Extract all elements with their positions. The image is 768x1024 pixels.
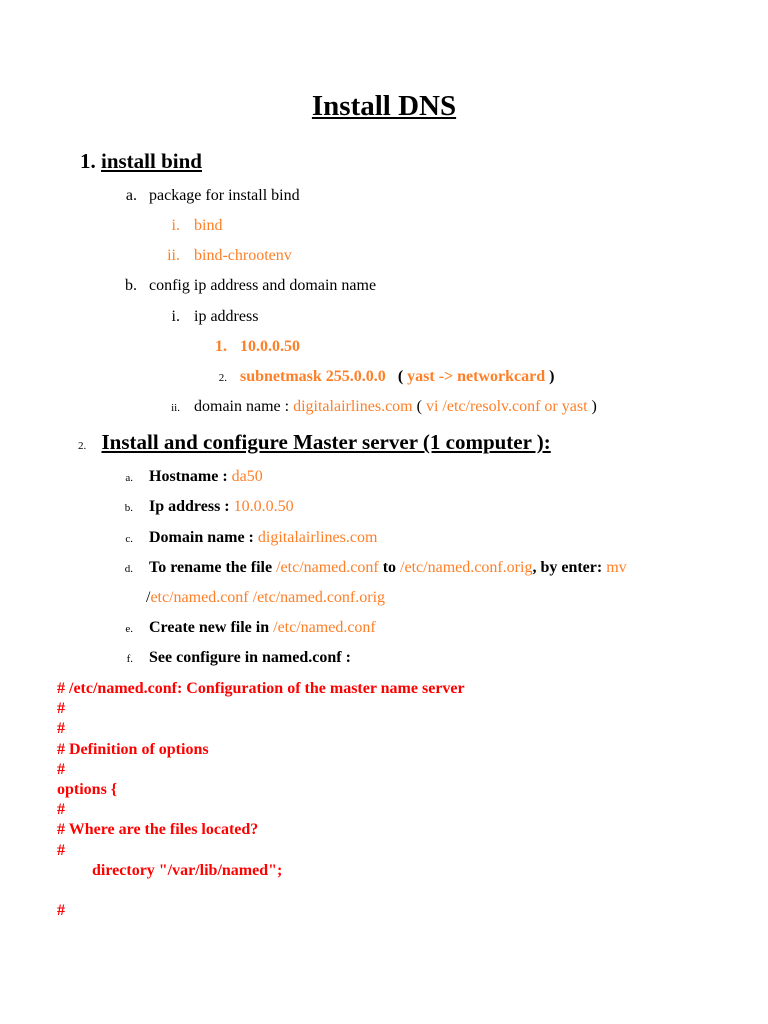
item-2a-value: da50 — [231, 468, 263, 485]
item-1a-ii — [160, 247, 292, 265]
item-2d-slash: / — [146, 589, 151, 606]
item-1a — [123, 187, 300, 205]
paren-open: ( — [416, 398, 422, 415]
item-1a-i-text: bind — [194, 217, 223, 234]
item-1b — [123, 277, 376, 295]
item-2b-value: 10.0.0.50 — [233, 498, 294, 515]
item-1b-i-1 — [207, 338, 300, 356]
code-line: options { — [57, 781, 118, 798]
item-2b-marker: b. — [124, 502, 133, 514]
item-1b-i-2 — [207, 368, 554, 386]
item-2c-value: digitalairlines.com — [257, 529, 378, 546]
item-1b-i — [160, 308, 258, 326]
item-1b-i-text: ip address — [194, 308, 259, 325]
item-1a-ii-text: bind-chrootenv — [194, 247, 292, 264]
section-2-title: Install and configure Master server (1 computer ): — [101, 430, 551, 454]
item-2d-file-target: /etc/named.conf.orig — [400, 559, 533, 576]
item-2c — [123, 529, 377, 547]
item-1b-i-marker: i. — [171, 308, 180, 325]
item-1b-i-2-marker: 2. — [218, 372, 227, 384]
item-1a-text: package for install bind — [149, 187, 300, 204]
section-1-title: install bind — [101, 149, 202, 173]
page-title: Install DNS — [311, 90, 457, 122]
item-2f-text: See configure in named.conf : — [149, 649, 351, 666]
paren-close: ) — [591, 398, 597, 415]
section-1-marker: 1. — [80, 149, 96, 173]
item-1a-i-marker: i. — [171, 217, 180, 234]
item-1b-ii-hint: vi /etc/resolv.conf or yast — [425, 398, 588, 415]
item-2d-continuation — [146, 589, 385, 607]
item-2d-command-args: etc/named.conf /etc/named.conf.orig — [150, 589, 386, 606]
item-1b-i-1-marker: 1. — [215, 338, 227, 355]
code-line: # Definition of options — [57, 741, 209, 758]
paren-close: ) — [549, 368, 555, 385]
code-line: directory "/var/lib/named"; — [92, 862, 283, 879]
item-2e — [123, 619, 376, 637]
item-2d-text: To rename the file — [149, 559, 273, 576]
item-2d-marker: d. — [124, 563, 133, 575]
paren-open: ( — [397, 368, 404, 385]
item-2e-marker: e. — [125, 623, 133, 635]
item-2e-text: Create new file in — [149, 619, 270, 636]
item-2b-label: Ip address : — [149, 498, 230, 515]
item-2c-marker: c. — [125, 533, 133, 545]
item-1b-ii — [160, 398, 597, 416]
code-line: # — [57, 902, 65, 919]
item-2b — [123, 498, 294, 516]
item-1b-text: config ip address and domain name — [149, 277, 377, 294]
section-2-heading — [78, 430, 551, 455]
item-2c-label: Domain name : — [149, 529, 254, 546]
item-1b-i-2-hint: yast -> networkcard — [407, 368, 546, 385]
item-1b-i-2-text: subnetmask 255.0.0.0 — [240, 368, 386, 385]
item-2f — [123, 649, 351, 667]
code-line: # — [57, 700, 65, 717]
item-1a-i — [160, 217, 222, 235]
item-1a-marker: a. — [125, 187, 137, 204]
item-2d-file-source: /etc/named.conf — [276, 559, 379, 576]
item-2a-marker: a. — [125, 472, 133, 484]
item-1b-ii-value: digitalairlines.com — [293, 398, 413, 415]
code-line: # /etc/named.conf: Configuration of the master name server — [57, 680, 465, 697]
item-2d-by-enter: , by enter: — [532, 559, 603, 576]
item-2d-command-mv: mv — [606, 559, 627, 576]
code-line: # — [57, 801, 65, 818]
code-line: # Where are the files located? — [57, 821, 259, 838]
item-1b-i-1-text: 10.0.0.50 — [240, 338, 300, 355]
section-1-heading — [80, 149, 202, 174]
item-1b-ii-label: domain name : — [194, 398, 290, 415]
item-2e-value: /etc/named.conf — [273, 619, 376, 636]
item-2d — [123, 559, 627, 577]
item-2a-label: Hostname : — [149, 468, 228, 485]
item-1b-ii-marker: ii. — [171, 402, 180, 414]
code-line: # — [57, 720, 65, 737]
code-line: # — [57, 761, 65, 778]
item-1b-marker: b. — [125, 277, 137, 294]
item-2a — [123, 468, 263, 486]
item-2f-marker: f. — [126, 653, 133, 665]
item-2d-to: to — [382, 559, 397, 576]
section-2-marker: 2. — [78, 440, 87, 452]
item-1a-ii-marker: ii. — [167, 247, 180, 264]
code-line: # — [57, 842, 65, 859]
